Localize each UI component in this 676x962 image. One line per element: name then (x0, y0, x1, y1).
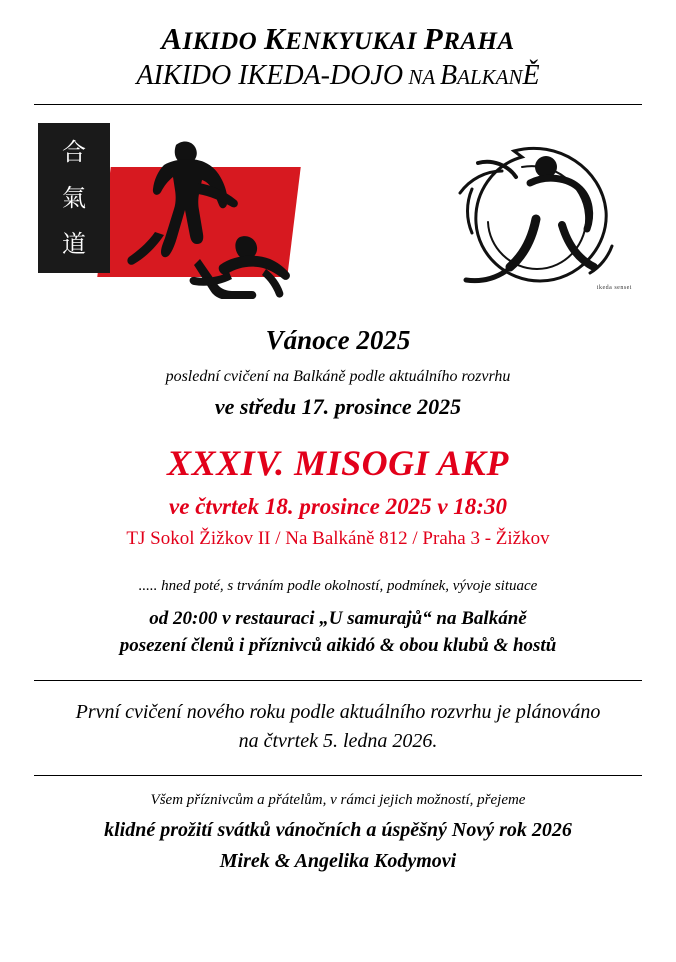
artist-signature: ikeda sensei (596, 284, 632, 291)
title-word-praha: RAHA (443, 28, 515, 55)
body-divider-1 (34, 680, 642, 681)
subtitle-dojo: AIKIDO IKEDA-DOJO (136, 59, 404, 91)
title-letter-k: K (264, 21, 286, 56)
subtitle-na: NA (403, 64, 441, 89)
subtitle-letter-b: B (440, 59, 458, 91)
kanji-do: 道 (62, 229, 86, 258)
title-word-aikido: IKIDO (182, 28, 264, 55)
misogi-date: ve čtvrtek 18. prosince 2025 v 18:30 (169, 493, 507, 519)
body-divider-2 (34, 775, 642, 776)
new-year-practice-line2: na čtvrtek 5. ledna 2026. (238, 730, 438, 753)
kanji-ai: 合 (62, 137, 86, 166)
subtitle-balkane: ALKAN (457, 64, 523, 89)
kanji-ki: 氣 (62, 183, 86, 212)
wish-intro: Všem příznivcům a přátelům, v rámci jejich možností, přejeme (150, 792, 526, 809)
aikido-throw-illustration (38, 123, 296, 298)
artwork-row (34, 123, 642, 313)
title-word-kenkyukai: ENKYUKAI (285, 28, 424, 55)
gathering-line: posezení členů i příznivců aikidó & obou klubů & hostů (119, 634, 557, 656)
new-year-practice-line1: První cvičení nového roku podle aktuálního rozvrhu je plánováno (75, 701, 601, 724)
title-letter-a: A (161, 21, 183, 56)
poster-header (34, 22, 642, 105)
christmas-heading: Vánoce 2025 (265, 324, 411, 355)
misogi-title: XXXIV. MISOGI AKP (167, 442, 509, 483)
header-divider (34, 104, 642, 105)
signature-names: Mirek & Angelika Kodymovi (219, 850, 457, 873)
subtitle-balkane-end: Ě (522, 59, 540, 91)
aikido-figures-svg (90, 129, 296, 299)
title-letter-p: P (423, 21, 444, 56)
brush-figures-svg (418, 123, 638, 303)
misogi-place: TJ Sokol Žižkov II / Na Balkáně 812 / Praha 3 - Žižkov (126, 527, 550, 549)
last-practice-note: poslední cvičení na Balkáně podle aktuálního rozvrhu (165, 367, 511, 385)
after-event-note: ..... hned poté, s trváním podle okolností, podmínek, vývoje situace (138, 577, 538, 594)
restaurant-line: od 20:00 v restauraci „U samurajů“ na Balkáně (149, 607, 527, 629)
last-practice-date: ve středu 17. prosince 2025 (214, 393, 462, 419)
page-title (34, 22, 642, 57)
poster-body (34, 321, 642, 873)
page-subtitle (34, 60, 642, 92)
wish-main: klidné prožití svátků vánočních a úspěšný Nový rok 2026 (104, 819, 572, 842)
aikido-brush-illustration (418, 123, 638, 303)
